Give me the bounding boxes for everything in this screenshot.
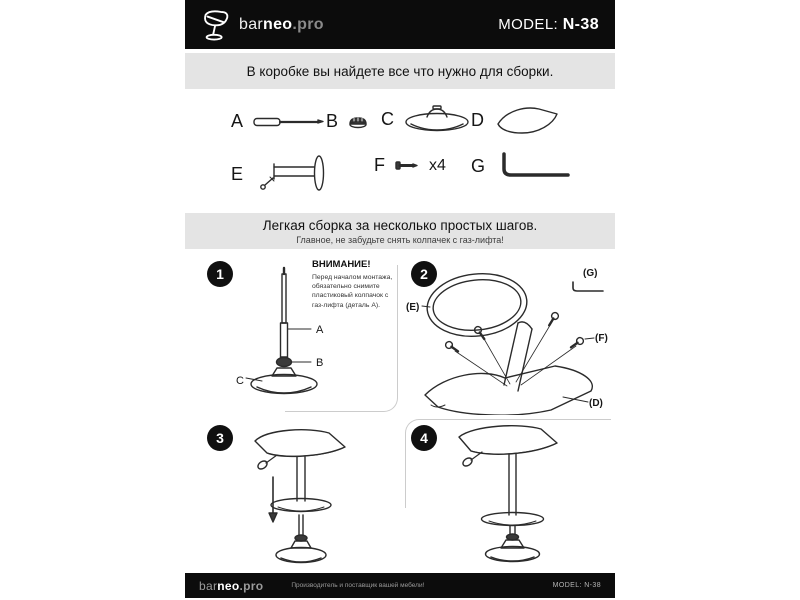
warning-title: ВНИМАНИЕ!	[312, 259, 371, 270]
brand-part-neo: neo	[263, 15, 293, 33]
part-letter-d: D	[471, 109, 484, 130]
step-3-diagram	[227, 425, 377, 572]
part-letter-a: A	[231, 111, 244, 131]
brand-logo	[201, 8, 324, 42]
footrest-column-icon	[252, 153, 332, 195]
part-item-e	[231, 153, 332, 195]
part-quantity-f: x4	[429, 156, 446, 174]
gas-lift-piston-icon	[252, 113, 330, 131]
footer	[185, 573, 615, 598]
footer-brand-neo: neo	[217, 578, 240, 593]
model-label	[498, 16, 599, 34]
step-3-panel	[197, 417, 400, 573]
bar-stool-logo-icon	[201, 8, 231, 42]
steps-section	[185, 249, 615, 573]
seat-icon	[493, 103, 563, 137]
step-2-panel	[401, 253, 615, 415]
brand-part-bar: bar	[239, 15, 264, 33]
part-letter-g: G	[471, 155, 486, 176]
insert-arrow	[269, 477, 277, 522]
part-letter-b: B	[326, 111, 339, 131]
plastic-cap-icon	[347, 115, 369, 129]
callout-g: (G)	[583, 268, 598, 279]
seat-column-drawing	[255, 430, 345, 512]
screw-icon	[394, 159, 418, 172]
callout-d: (D)	[589, 398, 603, 409]
part-letter-f: F	[374, 155, 385, 175]
assembly-subtitle: Главное, не забудьте снять колпачек с газ-лифта!	[296, 235, 504, 245]
step-4-panel	[401, 417, 615, 573]
page	[185, 0, 615, 600]
footer-tagline: Производитель и поставщик вашей мебели!	[291, 582, 425, 589]
model-number: N-38	[562, 15, 599, 33]
box-contents-text: В коробке вы найдете все что нужно для сборки.	[246, 63, 554, 79]
footer-brand-bar: bar	[199, 578, 218, 593]
footer-model: MODEL: N-38	[552, 582, 601, 589]
hex-key-icon	[494, 151, 572, 181]
header	[185, 0, 615, 49]
part-item-d	[471, 103, 563, 137]
part-letter-e: E	[231, 163, 244, 184]
box-contents-banner	[185, 53, 615, 89]
step-1-diagram	[235, 265, 347, 413]
step-2-diagram	[405, 265, 615, 415]
callout-b: B	[316, 357, 324, 369]
model-prefix: MODEL:	[498, 15, 559, 33]
callout-c: C	[236, 375, 244, 387]
easy-assembly-banner	[185, 213, 615, 249]
base-drawing	[276, 515, 326, 563]
part-item-f	[374, 155, 446, 176]
assembled-stool-drawing	[459, 426, 557, 562]
footer-brand-pro: .pro	[239, 578, 264, 593]
footer-brand	[199, 579, 263, 593]
step-1-panel	[197, 253, 400, 415]
step-2-badge: 2	[411, 261, 437, 287]
callout-f: (F)	[595, 333, 608, 344]
step-4-diagram	[429, 423, 589, 573]
brand-name	[239, 16, 324, 34]
callout-a: A	[316, 324, 324, 336]
step-4-badge: 4	[411, 425, 437, 451]
part-item-c	[381, 105, 471, 133]
warning-text: Перед началом монтажа, обязательно снимите пластиковый колпачок с газ-лифта (деталь А).	[312, 274, 393, 309]
parts-section	[185, 89, 615, 213]
part-item-b	[326, 111, 369, 132]
part-item-g	[471, 151, 572, 181]
step-1-badge: 1	[207, 261, 233, 287]
assembly-title: Легкая сборка за несколько простых шагов.	[262, 218, 538, 233]
round-base-icon	[403, 105, 471, 133]
step-3-badge: 3	[207, 425, 233, 451]
brand-part-pro: .pro	[292, 15, 324, 33]
part-letter-c: C	[381, 108, 394, 129]
part-item-a	[231, 111, 330, 132]
gas-lift-drawing	[251, 268, 317, 394]
callout-e: (E)	[406, 302, 420, 313]
